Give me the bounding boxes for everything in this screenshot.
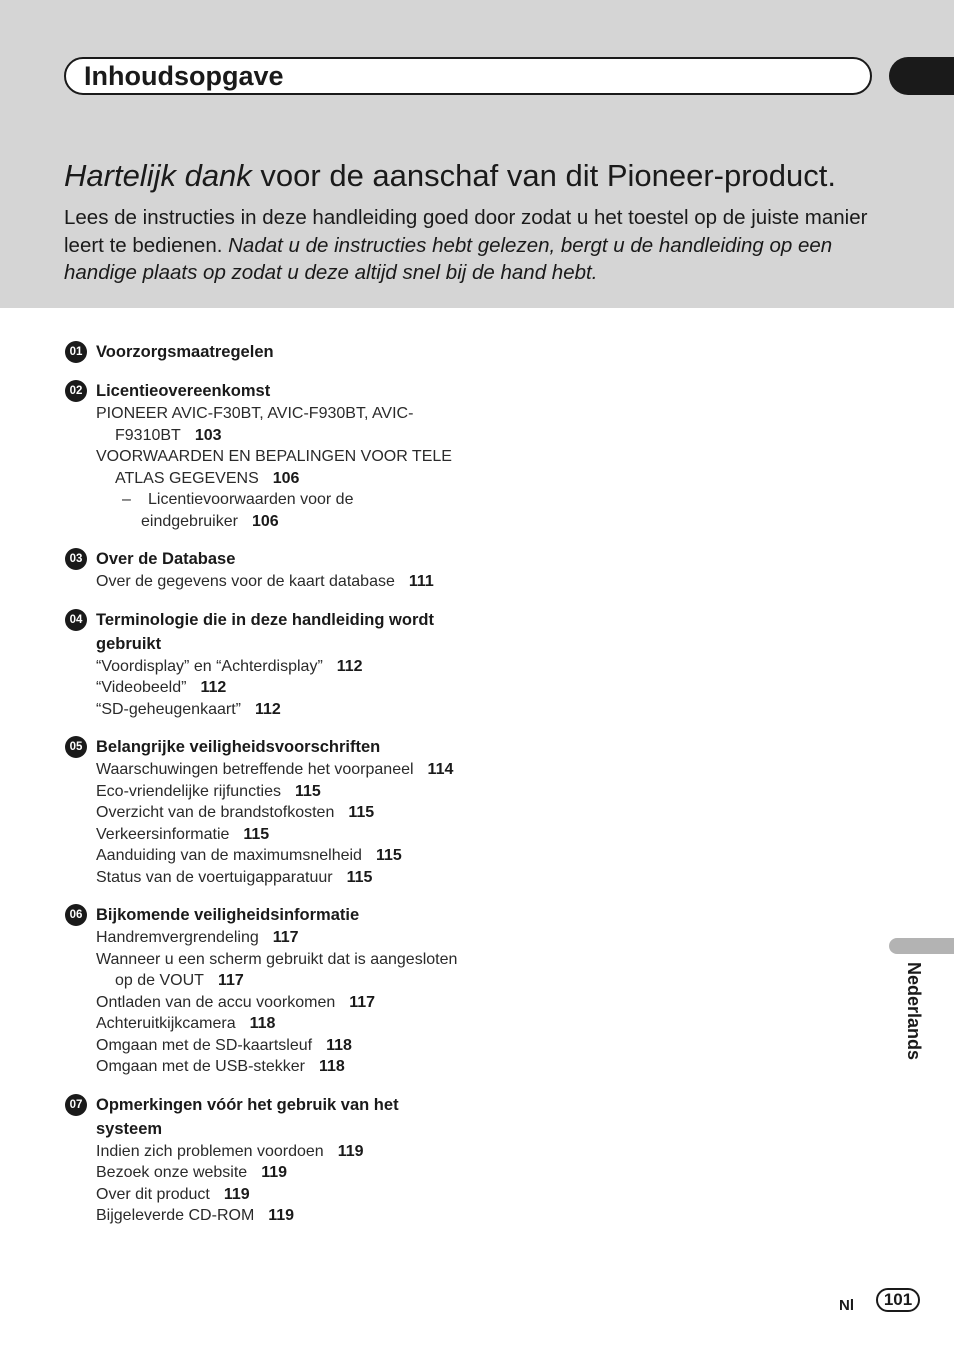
chapter-number-badge: 07 — [65, 1094, 87, 1116]
toc-entry-page-number: 114 — [427, 761, 454, 778]
chapter-number-badge: 06 — [65, 904, 87, 926]
toc-entry-page-number: 118 — [318, 1058, 345, 1075]
toc-entry-text: Wanneer u een scherm gebruikt dat is aangesloten op de VOUT — [96, 950, 458, 989]
toc-section-title[interactable]: Bijkomende veiligheidsinformatie — [96, 906, 360, 924]
toc-entry-page-number: 115 — [375, 847, 402, 864]
toc-entry[interactable] — [96, 699, 464, 721]
toc-entry-page-number: 117 — [272, 929, 299, 946]
toc-entry[interactable] — [96, 656, 464, 678]
toc-entry-page-number: 115 — [294, 782, 321, 800]
toc-entry-page-number: 119 — [268, 1207, 295, 1224]
toc-section — [64, 608, 464, 721]
toc-section — [64, 903, 464, 1078]
toc-entry-text: Omgaan met de SD-kaartsleuf — [96, 1036, 313, 1054]
toc-entry-text: Ontladen van de accu voorkomen — [96, 993, 336, 1011]
page-number: 101 — [876, 1288, 920, 1312]
toc-entry[interactable] — [96, 992, 464, 1014]
toc-entry[interactable] — [96, 1162, 464, 1184]
toc-entry-page-number: 106 — [272, 469, 300, 487]
toc-entry[interactable] — [96, 824, 464, 846]
toc-entry-text: Overzicht van de brandstofkosten — [96, 804, 335, 821]
language-tab-marker — [889, 938, 954, 954]
toc-entry-text: “Voordisplay” en “Achterdisplay” — [96, 657, 323, 675]
toc-entry-page-number: 117 — [349, 993, 376, 1011]
toc-entry-text: “Videobeeld” — [96, 679, 187, 696]
toc-entry-text: Bijgeleverde CD-ROM — [96, 1207, 255, 1224]
toc-entry-page-number: 119 — [337, 1142, 364, 1160]
toc-entry[interactable] — [96, 867, 464, 889]
section-title: Inhoudsopgave — [84, 61, 284, 91]
toc-entry-text: Over dit product — [96, 1185, 210, 1203]
toc-entry-dash: – — [122, 491, 131, 508]
toc-entry[interactable] — [96, 759, 464, 781]
toc-entry[interactable] — [96, 1141, 464, 1163]
intro-italic: Nadat u de instructies hebt gelezen, bergt u de handleiding op een handige plaats op zodat u deze altijd snel bij de hand hebt. — [64, 233, 833, 284]
toc-entry-page-number: 115 — [243, 825, 270, 843]
toc-entry-text: Aanduiding van de maximumsnelheid — [96, 847, 362, 864]
toc-entry[interactable] — [96, 489, 464, 532]
intro-normal: Lees de instructies in deze handleiding goed door zodat u het toestel op de juiste manier leert te bedienen. — [64, 206, 868, 257]
chapter-number-badge: 04 — [65, 609, 87, 631]
toc-entry[interactable] — [96, 802, 464, 824]
toc-section-title[interactable]: Belangrijke veiligheidsvoorschriften — [96, 738, 381, 756]
toc-entry-text: Over de gegevens voor de kaart database — [96, 573, 395, 590]
toc-entry[interactable] — [96, 1184, 464, 1206]
headline-rest: voor de aanschaf van dit Pioneer-product. — [251, 158, 836, 193]
toc-entry[interactable] — [96, 781, 464, 803]
toc-entry-page-number: 115 — [346, 868, 373, 886]
toc-section — [64, 735, 464, 888]
toc-section-title[interactable]: Opmerkingen vóór het gebruik van het systeem — [96, 1095, 399, 1138]
toc-entry[interactable] — [96, 1056, 464, 1078]
toc-entry-text: Achteruitkijkcamera — [96, 1015, 236, 1032]
toc-entry-page-number: 112 — [254, 700, 281, 718]
toc-section — [64, 547, 464, 593]
toc-entry[interactable] — [96, 403, 464, 446]
toc-section-title[interactable]: Voorzorgsmaatregelen — [96, 343, 274, 361]
toc-entry-text: “SD-geheugenkaart” — [96, 700, 241, 718]
toc-entry[interactable] — [96, 927, 464, 949]
toc-entry-page-number: 118 — [326, 1036, 352, 1054]
chapter-number-badge: 02 — [65, 380, 87, 402]
toc-entry-page-number: 112 — [200, 679, 227, 696]
toc-entry-page-number: 106 — [251, 512, 279, 530]
toc-section — [64, 1093, 464, 1227]
toc-entry-text: Status van de voertuigapparatuur — [96, 868, 333, 886]
toc-entry-text: Verkeersinformatie — [96, 825, 230, 843]
toc-entry-text: Bezoek onze website — [96, 1164, 248, 1181]
chapter-number-badge: 05 — [65, 736, 87, 758]
toc-section-title[interactable]: Licentieovereenkomst — [96, 382, 271, 400]
toc-entry[interactable] — [96, 845, 464, 867]
table-of-contents — [64, 340, 464, 1242]
toc-entry-page-number: 119 — [261, 1164, 288, 1181]
toc-entry-text: Indien zich problemen voordoen — [96, 1142, 324, 1160]
toc-entry-page-number: 112 — [336, 657, 363, 675]
toc-entry[interactable] — [96, 1013, 464, 1035]
toc-entry-page-number: 111 — [408, 573, 434, 590]
headline-italic: Hartelijk dank — [64, 158, 252, 193]
intro-paragraph — [64, 204, 894, 287]
toc-section — [64, 379, 464, 532]
toc-entry[interactable] — [96, 677, 464, 699]
toc-entry[interactable] — [96, 571, 464, 593]
toc-section-title[interactable]: Terminologie die in deze handleiding wordt gebruikt — [96, 610, 434, 653]
toc-entry-text: Handremvergrendeling — [96, 929, 259, 946]
toc-entry[interactable] — [96, 446, 464, 489]
toc-section — [64, 340, 464, 364]
language-tab-label: Nederlands — [904, 962, 924, 1061]
toc-entry-text: PIONEER AVIC-F30BT, AVIC-F930BT, AVIC-F9310BT — [96, 405, 414, 444]
toc-entry-text: Eco-vriendelijke rijfuncties — [96, 782, 281, 800]
toc-section-title[interactable]: Over de Database — [96, 550, 236, 568]
chapter-number-badge: 03 — [65, 548, 87, 570]
toc-entry-page-number: 119 — [223, 1185, 250, 1203]
toc-entry-page-number: 117 — [217, 972, 244, 989]
header-tab-marker — [889, 57, 954, 95]
toc-entry[interactable] — [96, 1205, 464, 1227]
toc-entry-text: Omgaan met de USB-stekker — [96, 1058, 305, 1075]
toc-entry-text: VOORWAARDEN EN BEPALINGEN VOOR TELE ATLAS GEGEVENS — [96, 448, 452, 487]
toc-entry-text: Licentievoorwaarden voor de eindgebruiker — [141, 491, 354, 530]
toc-entry[interactable] — [96, 949, 464, 992]
toc-entry-page-number: 103 — [194, 426, 222, 444]
language-code: Nl — [839, 1297, 854, 1314]
chapter-number-badge: 01 — [65, 341, 87, 363]
toc-entry-page-number: 118 — [249, 1015, 276, 1032]
toc-entry-page-number: 115 — [348, 804, 375, 821]
toc-entry-text: Waarschuwingen betreffende het voorpaneel — [96, 761, 414, 778]
headline — [64, 158, 836, 194]
toc-entry[interactable] — [96, 1035, 464, 1057]
